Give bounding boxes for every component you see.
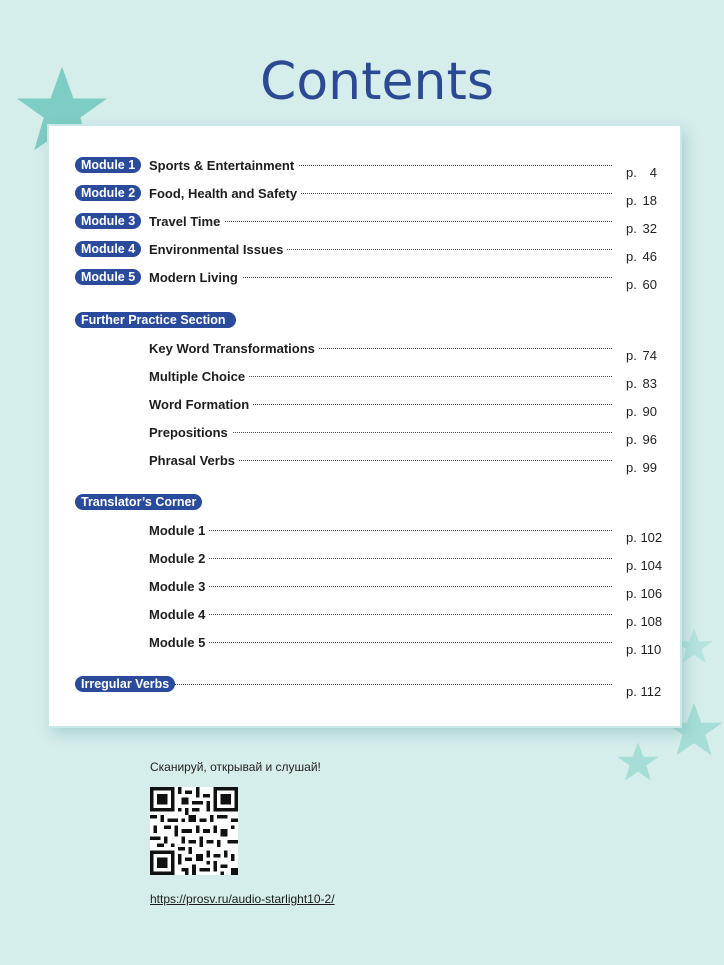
section-badge: Further Practice Section bbox=[75, 312, 236, 328]
dot-leader bbox=[149, 530, 612, 531]
dot-leader bbox=[149, 558, 612, 559]
section-badge: Irregular Verbs bbox=[75, 676, 175, 692]
section-header-translators-corner[interactable] bbox=[49, 492, 680, 512]
toc-entry-title: Module 1 bbox=[149, 523, 209, 538]
toc-row-module-2[interactable]: Module 2 Food, Health and Safety p. 18 bbox=[49, 183, 680, 203]
toc-entry-title: Phrasal Verbs bbox=[149, 453, 239, 468]
toc-row-translator-module-5[interactable]: Module 5 p. 110 bbox=[149, 634, 662, 657]
toc-entry-title: Module 3 bbox=[149, 579, 209, 594]
toc-entry-title: Travel Time bbox=[149, 214, 224, 229]
toc-row-translator-module-2[interactable]: Module 2 p. 104 bbox=[149, 550, 663, 573]
module-badge: Module 1 bbox=[75, 157, 141, 173]
toc-row-module-1[interactable]: Module 1 Sports & Entertainment p. 4 bbox=[49, 155, 680, 175]
toc-row-word-formation[interactable]: Word Formation p. 90 bbox=[149, 396, 657, 419]
module-badge: Module 5 bbox=[75, 269, 141, 285]
audio-link[interactable]: https://prosv.ru/audio-starlight10-2/ bbox=[150, 892, 335, 906]
toc-row-module-5[interactable]: Module 5 Modern Living p. 60 bbox=[49, 267, 680, 287]
toc-row-translator-module-1[interactable]: Module 1 p. 102 bbox=[149, 522, 663, 545]
toc-entry-title: Prepositions bbox=[149, 425, 232, 440]
toc-entry-title: Modern Living bbox=[149, 270, 242, 285]
star-decoration-bottom bbox=[616, 740, 660, 784]
toc-row-prepositions[interactable]: Prepositions p. 96 bbox=[149, 424, 657, 447]
toc-row-irregular-verbs[interactable]: Irregular Verbs p. 112 bbox=[49, 674, 680, 694]
module-badge: Module 4 bbox=[75, 241, 141, 257]
toc-entry-title: Module 4 bbox=[149, 607, 209, 622]
dot-leader bbox=[149, 614, 612, 615]
section-header-further-practice[interactable] bbox=[49, 310, 680, 330]
toc-entry-title: Key Word Transformations bbox=[149, 341, 319, 356]
dot-leader bbox=[149, 586, 612, 587]
qr-code-icon[interactable] bbox=[150, 787, 238, 875]
section-badge: Translator’s Corner bbox=[75, 494, 202, 510]
toc-row-multiple-choice[interactable]: Multiple Choice p. 83 bbox=[149, 368, 657, 391]
toc-row-phrasal-verbs[interactable]: Phrasal Verbs p. 99 bbox=[149, 452, 657, 475]
toc-row-translator-module-4[interactable]: Module 4 p. 108 bbox=[149, 606, 663, 629]
module-badge: Module 2 bbox=[75, 185, 141, 201]
page-title: Contents bbox=[260, 52, 494, 112]
toc-row-module-3[interactable]: Module 3 Travel Time p. 32 bbox=[49, 211, 680, 231]
toc-entry-title: Sports & Entertainment bbox=[149, 158, 298, 173]
toc-row-translator-module-3[interactable]: Module 3 p. 106 bbox=[149, 578, 663, 601]
toc-entry-title: Environmental Issues bbox=[149, 242, 287, 257]
toc-row-key-word-transformations[interactable]: Key Word Transformations p. 74 bbox=[149, 340, 657, 363]
dot-leader bbox=[149, 642, 612, 643]
contents-panel bbox=[49, 126, 680, 726]
dot-leader bbox=[159, 684, 612, 685]
toc-row-module-4[interactable]: Module 4 Environmental Issues p. 46 bbox=[49, 239, 680, 259]
toc-entry-title: Module 2 bbox=[149, 551, 209, 566]
toc-entry-title: Module 5 bbox=[149, 635, 209, 650]
toc-entry-title: Multiple Choice bbox=[149, 369, 249, 384]
toc-entry-title: Word Formation bbox=[149, 397, 253, 412]
scan-instruction: Сканируй, открывай и слушай! bbox=[150, 760, 321, 774]
module-badge: Module 3 bbox=[75, 213, 141, 229]
toc-entry-title: Food, Health and Safety bbox=[149, 186, 301, 201]
star-decoration-right-small bbox=[674, 624, 714, 668]
